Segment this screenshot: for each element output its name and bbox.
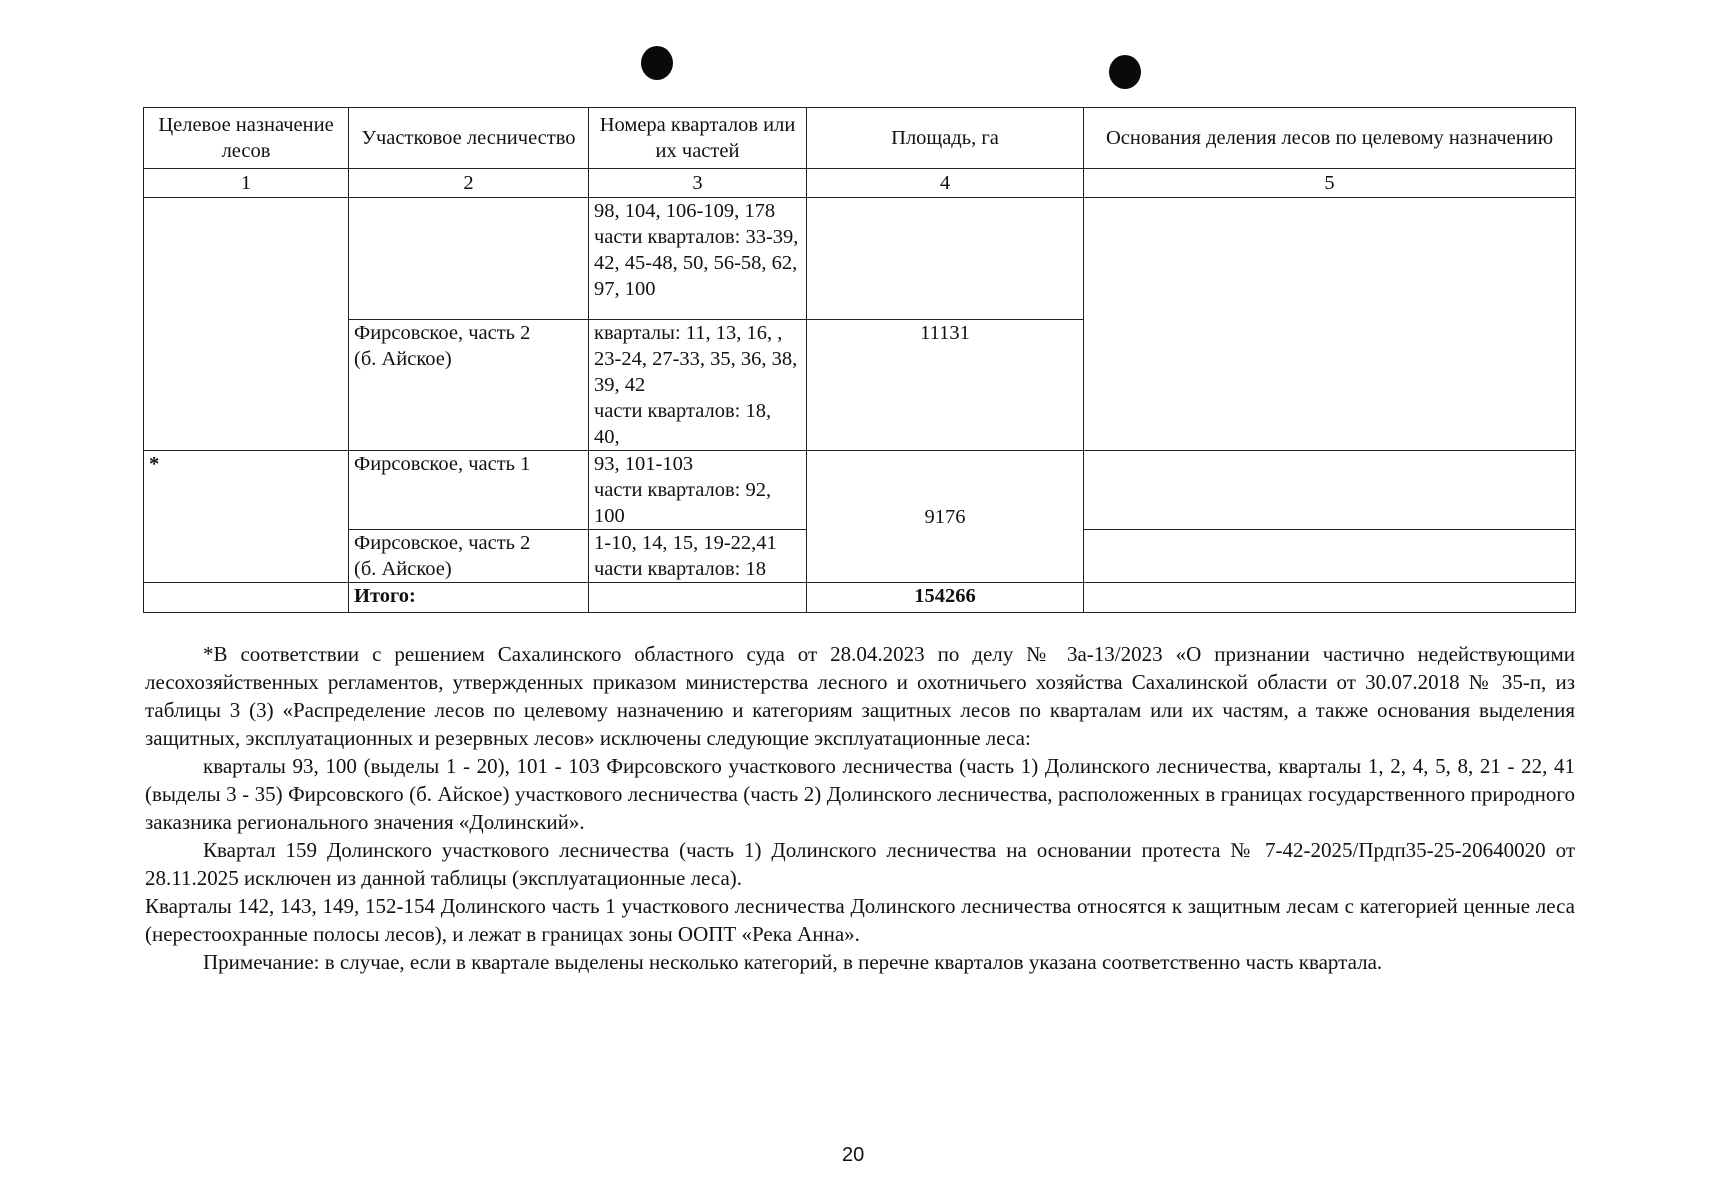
cell-forestry: Фирсовское, часть 2 (б. Айское)	[349, 320, 589, 451]
cell-quarters: кварталы: 11, 13, 16, , 23-24, 27-33, 35, 36, 38, 39, 42 части кварталов: 18, 40,	[589, 320, 807, 451]
header-forestry: Участковое лесничество	[349, 108, 589, 169]
cell-quarters: 93, 101-103 части кварталов: 92, 100	[589, 451, 807, 530]
header-basis: Основания деления лесов по целевому назначению	[1084, 108, 1576, 169]
cell-basis	[1084, 451, 1576, 530]
header-area: Площадь, га	[807, 108, 1084, 169]
table-row	[144, 198, 1576, 320]
cell-area: 9176	[807, 451, 1084, 583]
footnote-court-decision: *В соответствии с решением Сахалинского областного суда от 28.04.2023 по делу № 3а-13/2023 «О признании частично недействующими лесохозяйственных регламентов, утвержденных приказом министерства лесного и охотничьего хозяйства Сахалинской области от 30.07.2018 № 35-п, из таблицы 3 (3) «Распределение лесов по целевому назначению и категориям защитных лесов по кварталам или их частям, а также основания выделения защитных, эксплуатационных и резервных лесов» исключены следующие эксплуатационные леса:	[145, 642, 1575, 750]
column-number-row	[144, 169, 1576, 198]
column-number: 5	[1084, 169, 1576, 198]
cell-area: 11131	[807, 320, 1084, 451]
cell-forestry	[349, 198, 589, 320]
total-area: 154266	[807, 583, 1084, 613]
cell-forestry: Фирсовское, часть 2 (б. Айское)	[349, 530, 589, 583]
punch-hole-mark	[1109, 55, 1141, 89]
cell-quarters	[589, 583, 807, 613]
table-row	[144, 451, 1576, 530]
page-number: 20	[842, 1144, 865, 1166]
cell-basis	[1084, 583, 1576, 613]
footnote-quarter-159: Квартал 159 Долинского участкового лесничества (часть 1) Долинского лесничества на основании протеста № 7-42-2025/Прдп35-25-20640020 от 28.11.2025 исключен из данной таблицы (эксплуатационные леса).	[145, 838, 1575, 890]
footnote-remark: Примечание: в случае, если в квартале выделены несколько категорий, в перечне кварталов указана соответственно часть квартала.	[203, 950, 1383, 974]
cell-purpose: *	[144, 451, 349, 583]
header-quarters: Номера кварталов или их частей	[589, 108, 807, 169]
table-header-row	[144, 108, 1576, 169]
header-purpose: Целевое назначение лесов	[144, 108, 349, 169]
forest-distribution-table	[143, 107, 1576, 613]
table-total-row	[144, 583, 1576, 613]
cell-area	[807, 198, 1084, 320]
column-number: 1	[144, 169, 349, 198]
cell-purpose	[144, 583, 349, 613]
cell-quarters: 1-10, 14, 15, 19-22,41 части кварталов: 18	[589, 530, 807, 583]
cell-quarters: 98, 104, 106-109, 178 части кварталов: 33-39, 42, 45-48, 50, 56-58, 62, 97, 100	[589, 198, 807, 320]
column-number: 3	[589, 169, 807, 198]
cell-basis	[1084, 530, 1576, 583]
footnote-protected-quarters: Кварталы 142, 143, 149, 152-154 Долинского часть 1 участкового лесничества Долинского лесничества относятся к защитным лесам с категорией ценные леса (нерестоохранные полосы лесов), и лежат в границах зоны ООПТ «Река Анна».	[145, 894, 1575, 946]
column-number: 4	[807, 169, 1084, 198]
punch-hole-mark	[641, 46, 673, 80]
cell-basis	[1084, 198, 1576, 451]
column-number: 2	[349, 169, 589, 198]
footnotes	[145, 640, 1575, 976]
footnote-excluded-quarters: кварталы 93, 100 (выделы 1 - 20), 101 - 103 Фирсовского участкового лесничества (часть 1) Долинского лесничества, кварталы 1, 2, 4, 5, 8, 21 - 22, 41 (выделы 3 - 35) Фирсовского (б. Айское) участкового лесничества (часть 2) Долинского лесничества, расположенных в границах государственного природного заказника регионального значения «Долинский».	[145, 754, 1575, 834]
total-label: Итого:	[349, 583, 589, 613]
cell-forestry: Фирсовское, часть 1	[349, 451, 589, 530]
cell-purpose	[144, 198, 349, 451]
